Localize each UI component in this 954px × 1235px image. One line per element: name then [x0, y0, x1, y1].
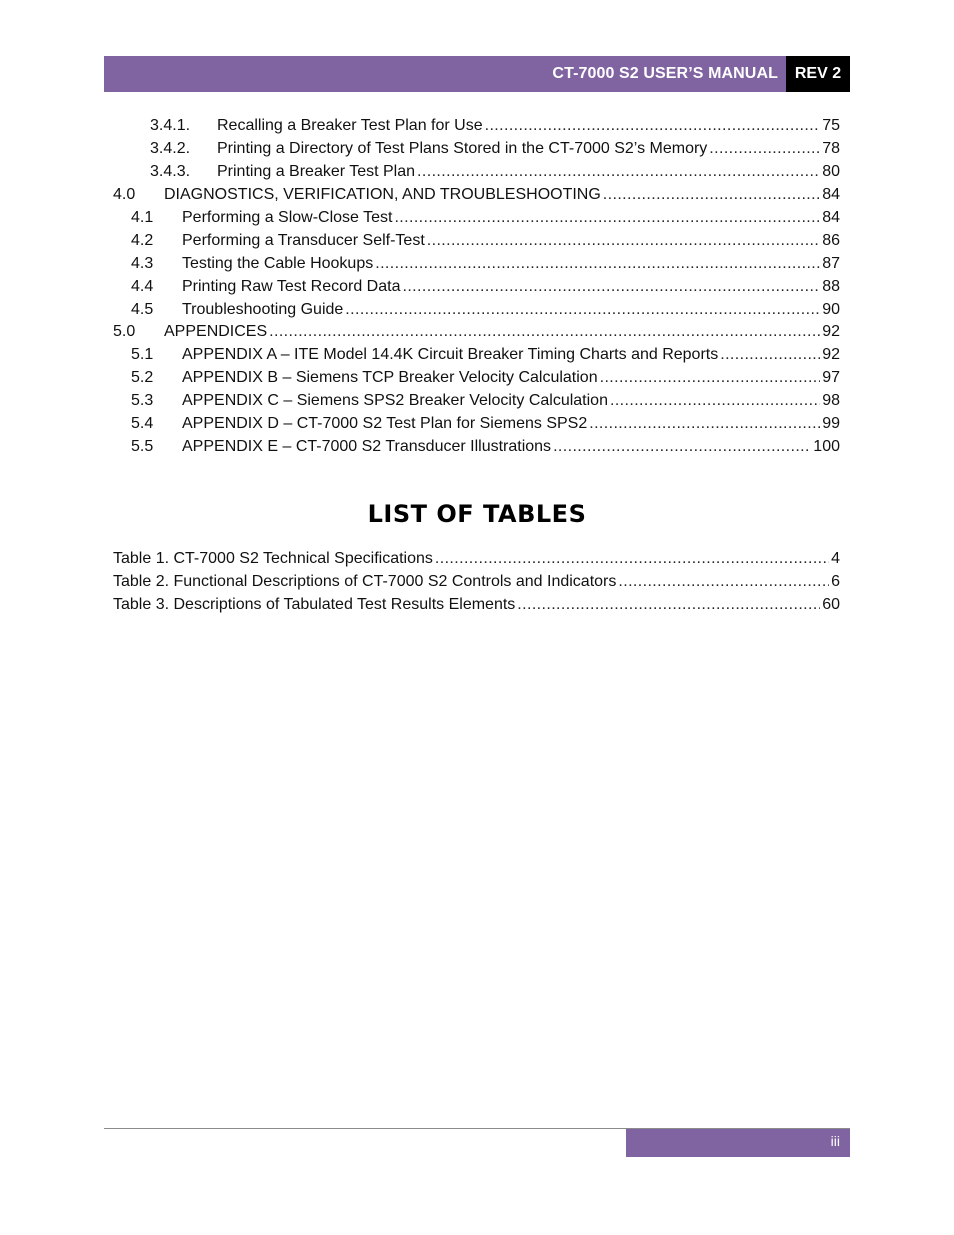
toc-entry-title: APPENDIX D – CT-7000 S2 Test Plan for Siemens SPS2: [182, 415, 588, 432]
toc-entry-number: 5.3: [131, 392, 154, 409]
footer-bar: [626, 1129, 850, 1157]
toc-entry-number: 3.4.1.: [150, 117, 191, 134]
toc-dot-leader: [485, 114, 821, 137]
toc-entry[interactable]: [150, 160, 840, 183]
toc-entry-number: 3.4.2.: [150, 140, 191, 157]
toc-entry[interactable]: [131, 389, 840, 412]
page-number: iii: [830, 1133, 840, 1149]
toc-entry-page: 92: [822, 323, 840, 340]
toc-entry-page: 86: [822, 232, 840, 249]
toc-entry-title: APPENDIX A – ITE Model 14.4K Circuit Breaker Timing Charts and Reports: [182, 346, 719, 363]
toc-dot-leader: [553, 435, 811, 458]
toc-entry[interactable]: [150, 137, 840, 160]
toc-entry-number: 4.0: [113, 186, 136, 203]
toc-entry-page: 80: [822, 163, 840, 180]
table-list-entry[interactable]: [113, 547, 840, 570]
toc-entry[interactable]: [131, 412, 840, 435]
toc-entry-page: 78: [822, 140, 840, 157]
toc-entry-number: 5.1: [131, 346, 154, 363]
toc-entry-number: 4.5: [131, 301, 154, 318]
list-of-tables-heading: LIST OF TABLES: [367, 500, 587, 528]
toc-entry[interactable]: [113, 183, 840, 206]
toc-entry-title: Printing Raw Test Record Data: [182, 278, 401, 295]
toc-entry-page: 84: [822, 209, 840, 226]
toc-dot-leader: [394, 206, 820, 229]
toc-entry-page: 90: [822, 301, 840, 318]
toc-entry-page: 87: [822, 255, 840, 272]
toc-entry[interactable]: [131, 435, 840, 458]
table-list-entry-page: 4: [831, 550, 840, 567]
toc-entry-number: 5.2: [131, 369, 154, 386]
toc-dot-leader: [720, 343, 820, 366]
toc-dot-leader: [269, 320, 820, 343]
toc-dot-leader: [345, 298, 820, 321]
toc-dot-leader: [427, 229, 820, 252]
toc-dot-leader: [402, 275, 820, 298]
toc-entry-title: APPENDIX E – CT-7000 S2 Transducer Illustrations: [182, 438, 552, 455]
toc-entry-title: Printing a Breaker Test Plan: [217, 163, 416, 180]
toc-dot-leader: [600, 366, 821, 389]
toc-entry-number: 4.4: [131, 278, 154, 295]
toc-entry-number: 4.3: [131, 255, 154, 272]
toc-dot-leader: [589, 412, 820, 435]
toc-entry-page: 88: [822, 278, 840, 295]
toc-entry[interactable]: [131, 252, 840, 275]
table-list-entry[interactable]: [113, 593, 840, 616]
toc-entry-title: DIAGNOSTICS, VERIFICATION, AND TROUBLESHOOTING: [164, 186, 601, 203]
table-list-entry-title: Table 2. Functional Descriptions of CT-7000 S2 Controls and Indicators: [113, 573, 617, 590]
table-list-entry-page: 60: [822, 596, 840, 613]
toc-entry-title: Testing the Cable Hookups: [182, 255, 374, 272]
toc-entry-page: 92: [822, 346, 840, 363]
toc-entry-title: APPENDIX B – Siemens TCP Breaker Velocity Calculation: [182, 369, 598, 386]
toc-dot-leader: [417, 160, 820, 183]
toc-dot-leader: [709, 137, 820, 160]
toc-entry-page: 100: [813, 438, 840, 455]
toc-dot-leader: [517, 593, 820, 616]
toc-entry-title: Troubleshooting Guide: [182, 301, 344, 318]
manual-title: CT-7000 S2 USER’S MANUAL: [552, 65, 778, 82]
toc-entry[interactable]: [131, 343, 840, 366]
header-bar: [104, 56, 850, 92]
toc-entry[interactable]: [113, 320, 840, 343]
toc-entry-title: Performing a Transducer Self-Test: [182, 232, 425, 249]
revision-badge: REV 2: [786, 56, 850, 92]
toc-dot-leader: [603, 183, 820, 206]
toc-entry-page: 99: [822, 415, 840, 432]
toc-entry-title: APPENDICES: [164, 323, 268, 340]
toc-dot-leader: [435, 547, 829, 570]
toc-entry-title: Recalling a Breaker Test Plan for Use: [217, 117, 483, 134]
toc-entry-number: 3.4.3.: [150, 163, 191, 180]
toc-entry[interactable]: [131, 275, 840, 298]
toc-entry[interactable]: [131, 298, 840, 321]
toc-entry-title: Printing a Directory of Test Plans Stored in the CT-7000 S2’s Memory: [217, 140, 708, 157]
toc-dot-leader: [618, 570, 829, 593]
toc-dot-leader: [375, 252, 820, 275]
toc-entry[interactable]: [150, 114, 840, 137]
toc-entry-page: 98: [822, 392, 840, 409]
toc-entry-title: APPENDIX C – Siemens SPS2 Breaker Velocity Calculation: [182, 392, 608, 409]
toc-entry-number: 5.0: [113, 323, 136, 340]
toc-entry-page: 84: [822, 186, 840, 203]
toc-entry-title: Performing a Slow-Close Test: [182, 209, 393, 226]
toc-entry[interactable]: [131, 206, 840, 229]
toc-entry-number: 4.2: [131, 232, 154, 249]
toc-entry[interactable]: [131, 229, 840, 252]
toc-entry-page: 97: [822, 369, 840, 386]
table-list-entry-title: Table 1. CT-7000 S2 Technical Specifications: [113, 550, 433, 567]
toc-entry-number: 4.1: [131, 209, 154, 226]
table-list-entry-title: Table 3. Descriptions of Tabulated Test Results Elements: [113, 596, 516, 613]
toc-entry-number: 5.4: [131, 415, 154, 432]
toc-entry-number: 5.5: [131, 438, 154, 455]
table-list-entry-page: 6: [831, 573, 840, 590]
toc-dot-leader: [610, 389, 820, 412]
table-list-entry[interactable]: [113, 570, 840, 593]
toc-entry-page: 75: [822, 117, 840, 134]
toc-entry[interactable]: [131, 366, 840, 389]
